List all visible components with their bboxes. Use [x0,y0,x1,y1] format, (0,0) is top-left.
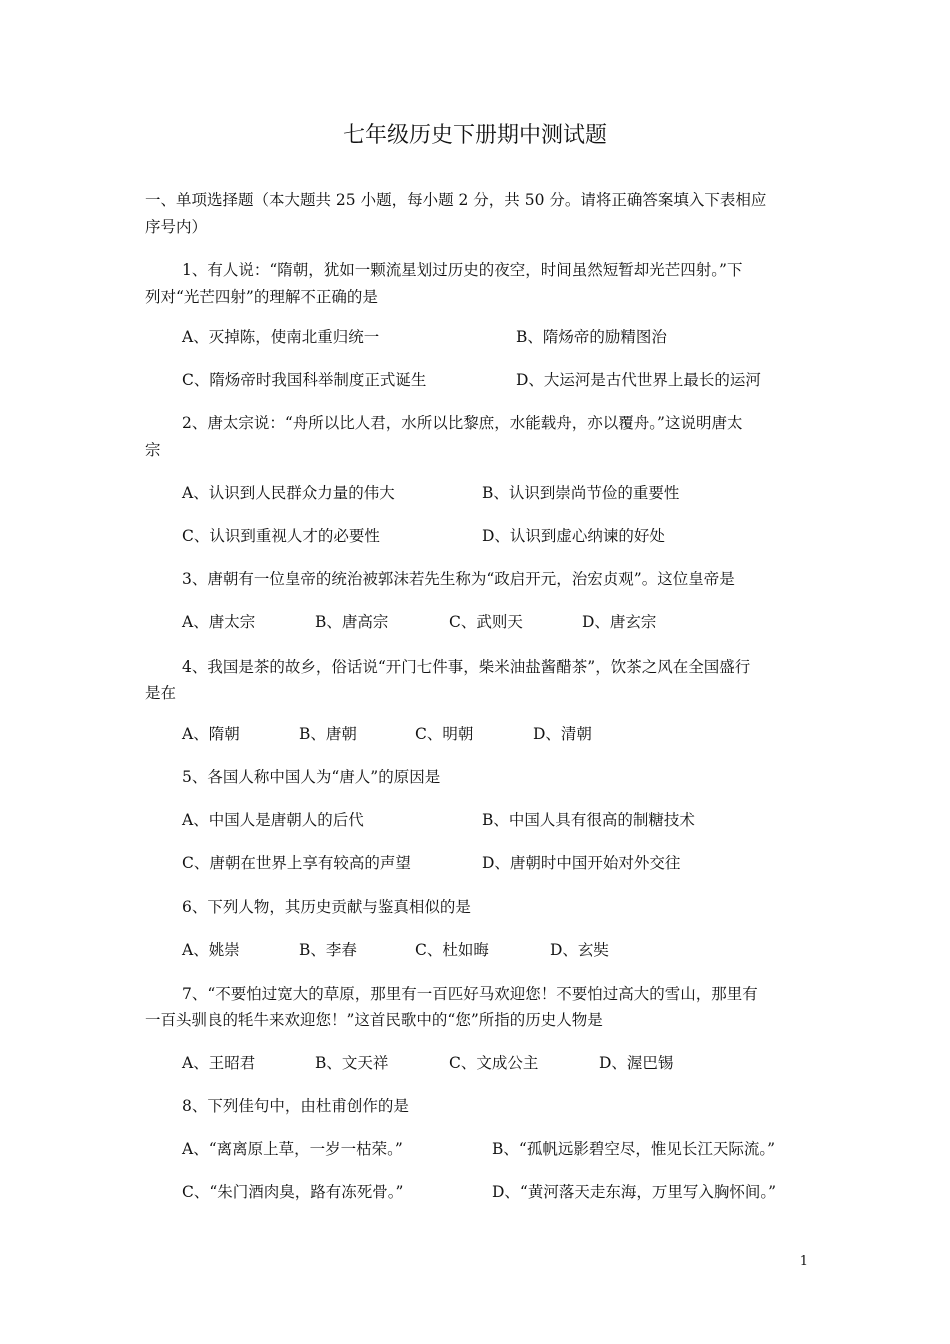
option: C、唐朝在世界上享有较高的声望 [182,854,411,872]
option: D、清朝 [533,725,592,743]
option: C、明朝 [415,725,474,743]
option: A、王昭君 [182,1054,256,1072]
option: A、“离离原上草，一岁一枯荣。” [182,1140,403,1158]
question-stem-cont: 是在 [145,684,177,702]
option: B、文天祥 [315,1054,389,1072]
option: A、认识到人民群众力量的伟大 [182,484,395,502]
question-stem: 8、下列佳句中，由杜甫创作的是 [182,1097,409,1115]
option: B、“孤帆远影碧空尽，惟见长江天际流。” [492,1140,775,1158]
page-number: 1 [799,1254,808,1269]
option: B、唐高宗 [315,613,389,631]
option: A、灭掉陈，使南北重归统一 [182,328,380,346]
question-stem: 7、“不要怕过宽大的草原，那里有一百匹好马欢迎您！不要怕过高大的雪山，那里有 [182,985,758,1003]
question-stem: 6、下列人物，其历史贡献与鉴真相似的是 [182,898,471,916]
option: C、武则天 [449,613,523,631]
option: B、中国人具有很高的制糖技术 [482,811,695,829]
section-heading-cont: 序号内） [145,218,208,236]
option: D、认识到虚心纳谏的好处 [482,527,665,545]
option: D、唐玄宗 [582,613,657,631]
option: A、隋朝 [182,725,240,743]
option: A、姚崇 [182,941,240,959]
option: C、文成公主 [449,1054,539,1072]
page-title: 七年级历史下册期中测试题 [342,123,607,148]
option: D、玄奘 [550,941,609,959]
option: D、大运河是古代世界上最长的运河 [516,371,761,389]
question-stem-cont: 列对“光芒四射”的理解不正确的是 [145,288,378,306]
option: A、中国人是唐朝人的后代 [182,811,364,829]
question-stem-cont: 宗 [145,441,161,459]
question-stem: 1、有人说：“隋朝，犹如一颗流星划过历史的夜空，时间虽然短暂却光芒四射。”下 [182,261,743,279]
section-heading: 一、单项选择题（本大题共 25 小题，每小题 2 分，共 50 分。请将正确答案填入下表相应 [145,191,767,209]
option: B、唐朝 [299,725,357,743]
option: D、渥巴锡 [599,1054,674,1072]
question-stem: 4、我国是茶的故乡，俗话说“开门七件事，柴米油盐酱醋茶”，饮茶之风在全国盛行 [182,658,751,676]
option: C、认识到重视人才的必要性 [182,527,380,545]
question-stem: 3、唐朝有一位皇帝的统治被郭沫若先生称为“政启开元，治宏贞观”。这位皇帝是 [182,570,735,588]
option: D、“黄河落天走东海，万里写入胸怀间。” [492,1183,777,1201]
question-stem: 5、各国人称中国人为“唐人”的原因是 [182,768,441,786]
option: A、唐太宗 [182,613,256,631]
option: C、隋炀帝时我国科举制度正式诞生 [182,371,427,389]
question-stem-cont: 一百头驯良的牦牛来欢迎您！”这首民歌中的“您”所指的历史人物是 [145,1011,603,1029]
option: B、认识到崇尚节俭的重要性 [482,484,680,502]
option: C、“朱门酒肉臭，路有冻死骨。” [182,1183,404,1201]
option: B、隋炀帝的励精图治 [516,328,667,346]
option: B、李春 [299,941,357,959]
option: D、唐朝时中国开始对外交往 [482,854,681,872]
question-stem: 2、唐太宗说：“舟所以比人君，水所以比黎庶，水能载舟，亦以覆舟。”这说明唐太 [182,414,743,432]
option: C、杜如晦 [415,941,489,959]
